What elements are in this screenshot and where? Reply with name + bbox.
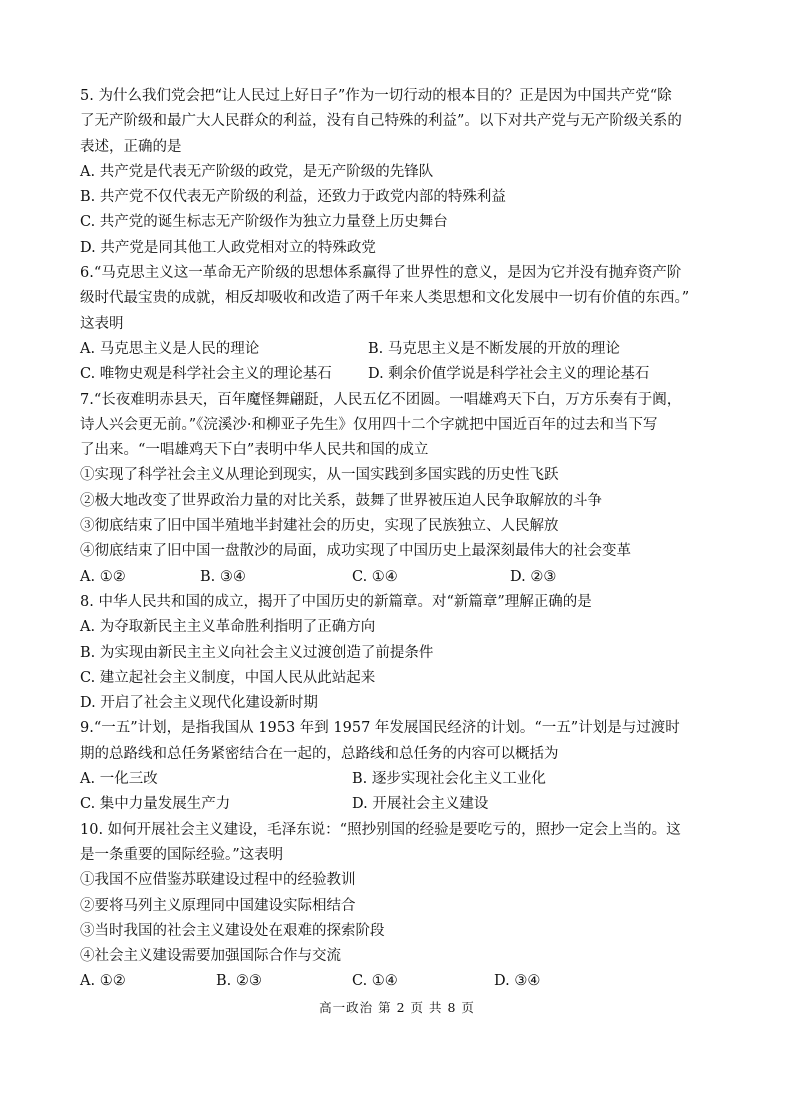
page-footer: 高一政治 第 2 页 共 8 页 <box>319 1000 475 1015</box>
option-b: B. 马克思主义是不断发展的开放的理论 <box>368 340 620 357</box>
question-stem-line: 期的总路线和总任务紧密结合在一起的，总路线和总任务的内容可以概括为 <box>80 745 559 762</box>
statement-item: ②要将马列主义原理同中国建设实际相结合 <box>80 897 356 914</box>
option-d: D. 共产党是同其他工人政党相对立的特殊政党 <box>80 239 376 256</box>
option-b: B. 为实现由新民主主义向社会主义过渡创造了前提条件 <box>80 644 434 661</box>
option-c: C. 共产党的诞生标志无产阶级作为独立力量登上历史舞台 <box>80 214 448 231</box>
statement-item: ①实现了科学社会主义从理论到现实，从一国实践到多国实践的历史性飞跃 <box>80 467 559 484</box>
question-10 <box>80 818 720 995</box>
question-stem-line: 了无产阶级和最广大人民群众的利益，没有自己特殊的利益”。以下对共产党与无产阶级关系的 <box>80 113 682 130</box>
option-a: A. 为夺取新民主主义革命胜利指明了正确方向 <box>80 619 376 636</box>
statement-item: ③彻底结束了旧中国半殖地半封建社会的历史，实现了民族独立、人民解放 <box>80 518 559 535</box>
option-d: D. 开展社会主义建设 <box>352 796 489 813</box>
question-stem-line: 是一条重要的国际经验。”这表明 <box>80 846 284 863</box>
question-stem-line: 9.“一五”计划，是指我国从 1953 年到 1957 年发展国民经济的计划。“一五”计划是与过渡时 <box>80 720 680 737</box>
question-7 <box>80 388 720 590</box>
options-row <box>80 565 720 590</box>
question-stem-line: 表述，正确的是 <box>80 138 182 155</box>
option-c: C. 建立起社会主义制度，中国人民从此站起来 <box>80 669 376 686</box>
option-a: A. 共产党是代表无产阶级的政党，是无产阶级的先锋队 <box>80 163 434 180</box>
option-d: D. ②③ <box>510 568 557 585</box>
question-stem-line: 级时代最宝贵的成就，相反却吸收和改造了两千年来人类思想和文化发展中一切有价值的东西。” <box>80 290 690 307</box>
option-a: A. ①② <box>80 568 126 585</box>
option-c: C. ①④ <box>352 973 398 990</box>
question-stem-line: 了出来。“一唱雄鸡天下白”表明中华人民共和国的成立 <box>80 442 429 459</box>
option-b: B. 共产党不仅代表无产阶级的利益，还致力于政党内部的特殊利益 <box>80 189 506 206</box>
question-stem-line: 7.“长夜难明赤县天，百年魔怪舞翩跹，人民五亿不团圆。一唱雄鸡天下白，万方乐奏有于阗， <box>80 391 682 408</box>
statement-item: ②极大地改变了世界政治力量的对比关系，鼓舞了世界被压迫人民争取解放的斗争 <box>80 492 602 509</box>
options-row <box>80 969 720 994</box>
option-c: C. 唯物史观是科学社会主义的理论基石 <box>80 366 332 383</box>
question-stem-line: 5. 为什么我们党会把“让人民过上好日子”作为一切行动的根本目的？正是因为中国共产党“除 <box>80 88 672 104</box>
question-9 <box>80 716 720 817</box>
option-d: D. 开启了社会主义现代化建设新时期 <box>80 695 318 712</box>
option-c: C. 集中力量发展生产力 <box>80 796 231 813</box>
question-5 <box>80 84 720 261</box>
question-list <box>80 84 720 995</box>
option-a: A. 马克思主义是人民的理论 <box>80 340 260 357</box>
question-6 <box>80 261 720 387</box>
option-d: D. ③④ <box>494 973 541 990</box>
question-stem-line: 诗人兴会更无前。”《浣溪沙·和柳亚子先生》仅用四十二个字就把中国近百年的过去和当下写 <box>80 416 658 433</box>
question-8 <box>80 590 720 716</box>
option-b: B. ②③ <box>216 973 262 990</box>
options-row <box>80 362 720 387</box>
options-row <box>80 337 720 362</box>
options-row <box>80 767 720 792</box>
option-a: A. 一化三改 <box>80 771 158 788</box>
statement-item: ④社会主义建设需要加强国际合作与交流 <box>80 948 341 965</box>
statement-item: ③当时我国的社会主义建设处在艰难的探索阶段 <box>80 922 385 939</box>
option-b: B. ③④ <box>200 568 246 585</box>
statement-item: ①我国不应借鉴苏联建设过程中的经验教训 <box>80 872 356 889</box>
option-c: C. ①④ <box>352 568 398 585</box>
question-stem-line: 10. 如何开展社会主义建设，毛泽东说：“照抄别国的经验是要吃亏的，照抄一定会上当的。这 <box>80 821 681 838</box>
option-d: D. 剩余价值学说是科学社会主义的理论基石 <box>368 366 650 383</box>
question-stem-line: 6.“马克思主义这一革命无产阶级的思想体系赢得了世界性的意义，是因为它并没有抛弃资产阶 <box>80 265 682 282</box>
question-stem-line: 8. 中华人民共和国的成立，揭开了中国历史的新篇章。对“新篇章”理解正确的是 <box>80 593 592 610</box>
option-a: A. ①② <box>80 973 126 990</box>
statement-item: ④彻底结束了旧中国一盘散沙的局面，成功实现了中国历史上最深刻最伟大的社会变革 <box>80 543 631 560</box>
options-row <box>80 792 720 817</box>
option-b: B. 逐步实现社会化主义工业化 <box>352 771 546 788</box>
question-stem-line: 这表明 <box>80 315 124 332</box>
